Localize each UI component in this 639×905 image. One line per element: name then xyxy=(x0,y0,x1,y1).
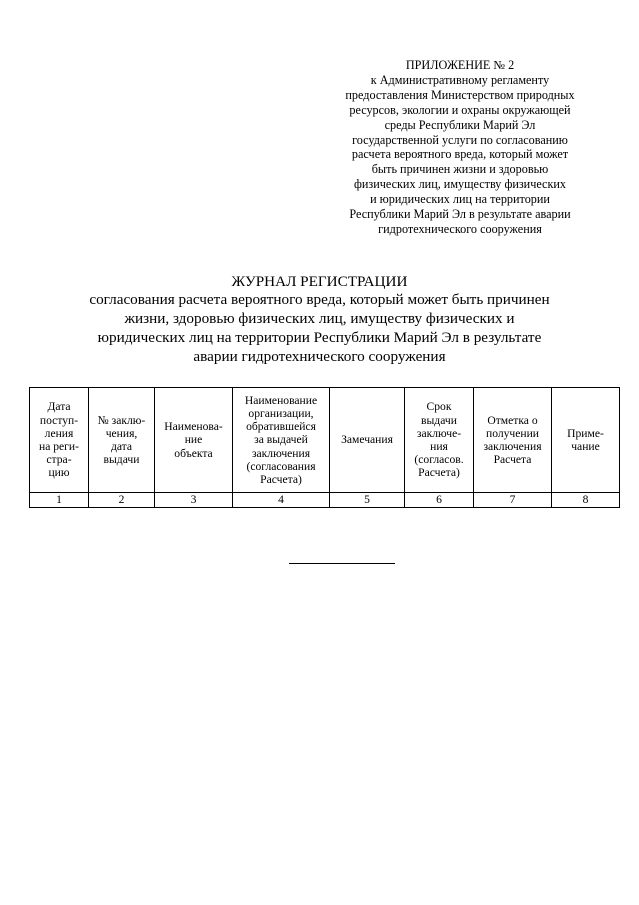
header-remarks: Замечания xyxy=(330,388,405,493)
appendix-line: быть причинен жизни и здоровью xyxy=(371,162,549,177)
appendix-line: ресурсов, экологии и охраны окружающей xyxy=(349,102,571,117)
journal-subtitle xyxy=(0,290,639,366)
appendix-line: и юридических лиц на территории xyxy=(370,192,550,207)
column-number: 6 xyxy=(405,493,474,508)
appendix-line: расчета вероятного вреда, который может xyxy=(351,147,569,162)
appendix-line: государственной услуги по согласованию xyxy=(352,132,568,147)
header-issue-deadline: Срок выдачи заключе- ния (согласов. Расчета) xyxy=(405,388,474,493)
header-date-received: Дата поступ- ления на реги- стра- цию xyxy=(30,388,89,493)
registration-journal-table xyxy=(29,387,620,508)
header-object-name: Наименова- ние объекта xyxy=(155,388,233,493)
subtitle-line: согласования расчета вероятного вреда, который может быть причинен xyxy=(89,291,550,308)
appendix-block xyxy=(330,58,590,237)
column-number: 2 xyxy=(89,493,155,508)
appendix-line: среды Республики Марий Эл xyxy=(384,117,536,132)
column-number: 4 xyxy=(233,493,330,508)
appendix-line: физических лиц, имуществу физических xyxy=(354,177,566,192)
subtitle-line: жизни, здоровью физических лиц, имуществу физических и xyxy=(124,310,515,327)
table-number-row xyxy=(30,493,620,508)
subtitle-line: аварии гидротехнического сооружения xyxy=(193,348,446,365)
column-number: 1 xyxy=(30,493,89,508)
column-number: 7 xyxy=(474,493,552,508)
header-conclusion-number: № заклю- чения, дата выдачи xyxy=(89,388,155,493)
table-header-row xyxy=(30,388,620,493)
header-note: Приме- чание xyxy=(552,388,620,493)
header-receipt-mark: Отметка о получении заключения Расчета xyxy=(474,388,552,493)
header-organization-name: Наименование организации, обратившейся за выдачей заключения (согласования Расчета) xyxy=(233,388,330,493)
appendix-line: Республики Марий Эл в результате аварии xyxy=(349,207,571,222)
column-number: 5 xyxy=(330,493,405,508)
journal-title: ЖУРНАЛ РЕГИСТРАЦИИ xyxy=(231,273,408,290)
appendix-line: ПРИЛОЖЕНИЕ № 2 xyxy=(405,58,515,72)
subtitle-line: юридических лиц на территории Республики Марий Эл в результате xyxy=(97,329,542,346)
footer-divider xyxy=(289,563,395,564)
column-number: 8 xyxy=(552,493,620,508)
column-number: 3 xyxy=(155,493,233,508)
appendix-line: предоставления Министерством природных xyxy=(345,87,575,102)
appendix-line: гидротехнического сооружения xyxy=(378,221,542,236)
appendix-line: к Административному регламенту xyxy=(370,72,550,87)
